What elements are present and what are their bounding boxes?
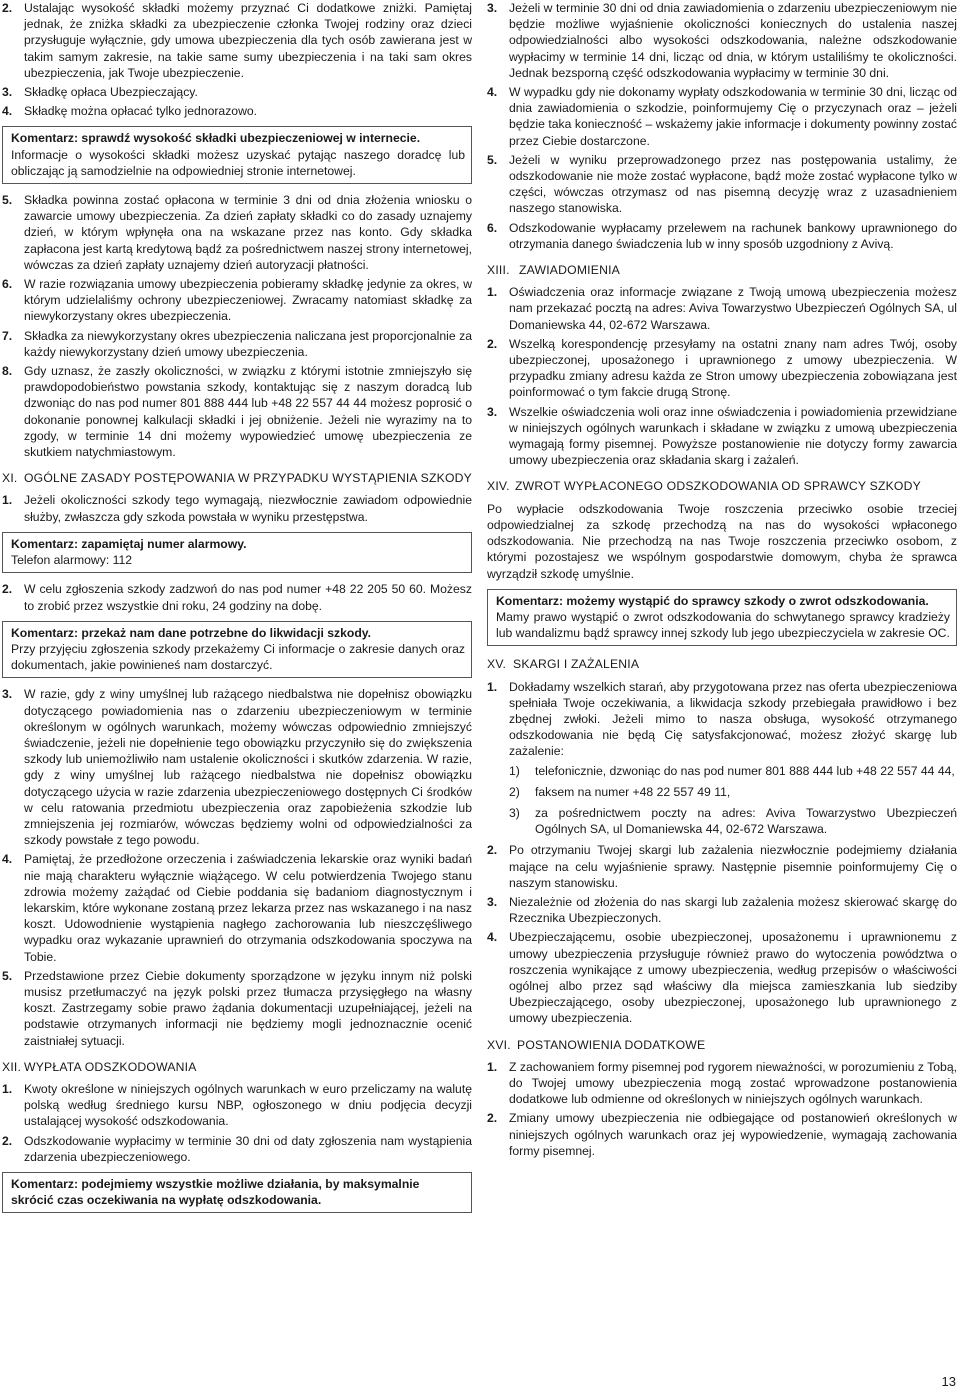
list-item: 2. Zmiany umowy ubezpieczenia nie odbiegające od postanowień określonych w niniejszych ogólnych warunkach oraz jej wypowiedzenie, wymagają zachowania formy pisemnej. xyxy=(487,1111,957,1158)
section-heading: XV. SKARGI I ZAŻALENIA xyxy=(487,657,640,672)
list-item: 1. Oświadczenia oraz informacje związane z Twoją umową ubezpieczenia możesz nam przekazać pocztą na adres: Aviva Towarzystwo Ubezpieczeń Ogólnych SA, ul Domaniewska 44, 02-672 Warszawa. xyxy=(487,285,957,332)
list-item: 4. Ubezpieczającemu, osobie ubezpieczonej, uposażonemu i uprawnionemu z umowy ubezpieczenia przysługuje również prawo do wytoczenia powództwa o roszczenia wynikające z umowy ubezpieczenia, według przepisów o właściwości ogólnej albo przez sąd właściwy dla miejsca zamieszkania lub siedziby Ubezpieczającego, osoby ubezpieczonej, uposażonego lub uprawnionego z umowy ubezpieczenia. xyxy=(487,930,957,1026)
paragraph: Po wypłacie odszkodowania Twoje roszczenia przeciwko osobie trzeciej odpowiedzialnej za szkodę przechodzą na nas do wysokości wpłaconego odszkodowania. Nie przechodzą na nas Twoje roszczenia przeciwko osobom, z którymi pozostajesz we wspólnym gospodarstwie domowym, chyba że sprawca wyrządził szkodę umyślnie. xyxy=(487,501,957,581)
comment-box xyxy=(2,1172,472,1213)
comment-box xyxy=(487,589,957,647)
sub-item: 2) faksem na numer +48 22 557 49 11, xyxy=(509,784,731,799)
section-heading: XII. WYPŁATA ODSZKODOWANIA xyxy=(2,1059,197,1074)
list-item: 4. W wypadku gdy nie dokonamy wypłaty odszkodowania w terminie 30 dni, licząc od dnia zawiadomienia o szkodzie, poinformujemy Cię o przyczynach oraz – jeżeli będzie taka konieczność – wskażemy jakie informacje i dokumenty powinny zostać przez Ciebie dostarczone. xyxy=(487,85,957,148)
comment-title: Komentarz: zapamiętaj numer alarmowy. xyxy=(11,536,247,551)
list-item: 2. Wszelką korespondencję przesyłamy na ostatni znany nam adres Twój, osoby ubezpieczonej, uposażonego i uprawnionego z umowy ubezpieczenia. W przypadku zmiany adresu każda ze Stron umowy ubezpieczenia zobowiązana jest poinformować o tym fakcie drugą Stronę. xyxy=(487,336,957,400)
list-item: 4. Pamiętaj, że przedłożone orzeczenia i zaświadczenia lekarskie oraz wyniki badań nie mają charakteru wyłącznie wiążącego. W celu potwierdzenia Twojego stanu zdrowia możemy zażądać od Ciebie poddania się badaniom diagnostycznym i lekarskim, które wykonane zostaną przez lekarza przez nas wskazanego i na nasz koszt. Udowodnienie wystąpienia nagłego zachorowania lub nieszczęśliwego wypadku oraz wykazanie uprawnień do otrzymania odszkodowania spoczywa na Tobie. xyxy=(2,852,472,964)
comment-title: Komentarz: sprawdź wysokość składki ubezpieczeniowej w internecie. xyxy=(11,131,421,146)
list-item: 3. Wszelkie oświadczenia woli oraz inne oświadczenia i powiadomienia przewidziane w niniejszych ogólnych warunkach i składane w związku z umową ubezpieczenia wymagają formy pisemnej. Powyższe postanowienie nie dotyczy formy zawarcia umowy ubezpieczenia oraz składania skarg i zażaleń. xyxy=(487,404,957,468)
list-item: 7. Składka za niewykorzystany okres ubezpieczenia naliczana jest proporcjonalnie za każdy niewykorzystany dzień umowy ubezpieczenia. xyxy=(2,328,472,359)
list-item: 5. Przedstawione przez Ciebie dokumenty sporządzone w języku innym niż polski musisz przetłumaczyć na język polski przez tłumacza przysięgłego na własny koszt. Zastrzegamy sobie prawo żądania dokumentacji uzupełniającej, jeżeli na podstawie otrzymanych informacji nie będziemy mogli jednoznacznie ocenić zaistniałej sytuacji. xyxy=(2,968,472,1048)
comment-box xyxy=(2,126,472,184)
list-item: 5. Jeżeli w wyniku przeprowadzonego przez nas postępowania ustalimy, że odszkodowanie nie może zostać wypłacone, bądź może zostać wypłacone tylko w części, wówczas otrzymasz od nas pisemną decyzję wraz z uzasadnieniem naszego stanowiska. xyxy=(487,152,957,216)
intro-list xyxy=(2,0,472,119)
sub-item: 1) telefonicznie, dzwoniąc do nas pod numer 801 888 444 lub +48 22 557 44 44, xyxy=(509,763,955,778)
left-column xyxy=(2,0,472,1221)
comment-box xyxy=(2,621,472,679)
list-item: 1. Z zachowaniem formy pisemnej pod rygorem nieważności, w porozumieniu z Tobą, do Twojej umowy ubezpieczenia mogą zostać wprowadzone postanowienia dodatkowe lub odmienne od określonych w niniejszych ogólnych warunkach. xyxy=(487,1059,957,1107)
premium-list xyxy=(2,192,472,460)
list-item: 3. Składkę opłaca Ubezpieczający. xyxy=(2,85,198,100)
list-item: 2. Ustalając wysokość składki możemy przyznać Ci dodatkowe zniżki. Pamiętaj jednak, że zniżka składki za ubezpieczenie członka Twojej rodziny oraz dzieci przysługuje wyłącznie, gdy umowa ubezpieczenia dla tych osób zawierana jest w takim samym zakresie, na takie same sumy ubezpieczenia i na taki sam okres ubezpieczenia, jak Twoje ubezpieczenie. xyxy=(2,1,472,80)
section-heading: XIII. ZAWIADOMIENIA xyxy=(487,263,621,278)
section-heading: XVI. POSTANOWIENIA DODATKOWE xyxy=(487,1037,706,1052)
list-item: 1. Dokładamy wszelkich starań, aby przygotowana przez nas oferta ubezpieczeniowa spełniała Twoje oczekiwania, a likwidacja szkody przebiegała prawidłowo i bez zbędnej zwłoki. Jeżeli mimo to nasza obsługa, wysokość otrzymanego odszkodowania nie będą Cię satysfakcjonować, możesz złożyć skargę lub zażalenie: xyxy=(487,679,957,759)
comment-text: Przy przyjęciu zgłoszenia szkody przekażemy Ci informacje o zakresie danych oraz dokumentach, jakie powinieneś nam dostarczyć. xyxy=(11,641,465,673)
section-heading: XIV. ZWROT WYPŁACONEGO ODSZKODOWANIA OD SPRAWCY SZKODY xyxy=(487,479,921,494)
list-item: 6. W razie rozwiązania umowy ubezpieczenia pobieramy składkę jedynie za okres, w którym udzielaliśmy ochrony ubezpieczeniowej. Zwracamy natomiast składkę za niewykorzystany okres ubezpieczenia. xyxy=(2,277,472,324)
list-item: 3. Niezależnie od złożenia do nas skargi lub zażalenia możesz skierować skargę do Rzecznika Ubezpieczonych. xyxy=(487,894,957,926)
list-item: 2. Odszkodowanie wypłacimy w terminie 30 dni od daty zgłoszenia nam wystąpienia zdarzenia ubezpieczeniowego. xyxy=(2,1133,472,1164)
list-item: 8. Gdy uznasz, że zaszły okoliczności, w związku z którymi istotnie zmniejszyło się prawdopodobieństwo powstania szkody, kontaktując się z naszym doradcą lub dzwoniąc do nas pod numer 801 888 444 lub +48 22 557 44 44 możesz poprosić o dokonanie ponownej kalkulacji składki i jej obniżenie. Jeżeli nie wyrazimy na to zgody, w terminie 14 dni możemy wypowiedzieć umowę ubezpieczenia ze skutkiem natychmiastowym. xyxy=(2,364,472,460)
list-item: 1. Kwoty określone w niniejszych ogólnych warunkach w euro przeliczamy na walutę polską według średniego kursu NBP, ogłoszonego w dniu podjęcia decyzji ustalającej wysokość odszkodowania. xyxy=(2,1081,472,1129)
right-column xyxy=(487,0,957,1162)
comment-text: Telefon alarmowy: 112 xyxy=(11,553,133,568)
list-item: 2. W celu zgłoszenia szkody zadzwoń do nas pod numer +48 22 205 50 60. Możesz to zrobić przez wszystkie dni roku, 24 godziny na dobę. xyxy=(2,582,472,613)
list-item: 6. Odszkodowanie wypłacamy przelewem na rachunek bankowy uprawnionego do otrzymania danego świadczenia lub w inny sposób uzgodniony z Avivą. xyxy=(487,220,957,251)
list-item: 5. Składka powinna zostać opłacona w terminie 3 dni od dnia złożenia wniosku o zawarcie umowy ubezpieczenia. Za dzień zapłaty składki co do zasady uznajemy dzień, w którym wpłynęła ona na wskazane przez nas konto. Gdy składka zapłacona jest kartą kredytową bądź za pośrednictwem naszej strony internetowej, wówczas za dzień zapłaty uznajemy dzień autoryzacji płatności. xyxy=(2,193,472,272)
list-item: 3. Jeżeli w terminie 30 dni od dnia zawiadomienia o zdarzeniu ubezpieczeniowym nie będzie możliwe wyjaśnienie okoliczności koniecznych do ustalenia naszej odpowiedzialności albo wysokości odszkodowania, należne odszkodowanie wypłacimy w terminie 14 dni, licząc od dnia, w którym ustaliliśmy te okoliczności. Jednak bezsporną część odszkodowania wypłacimy w terminie 30 dni. xyxy=(487,1,957,80)
list-item: 1. Jeżeli okoliczności szkody tego wymagają, niezwłocznie zawiadom odpowiednie służby, zwłaszcza gdy szkoda powstała w wyniku przestępstwa. xyxy=(2,493,472,524)
list-item: 2. Po otrzymaniu Twojej skargi lub zażalenia niezwłocznie podejmiemy działania mające na celu wyjaśnienie sprawy. Następnie pisemnie poinformujemy Cię o naszym stanowisku. xyxy=(487,843,957,890)
section-heading: XI. OGÓLNE ZASADY POSTĘPOWANIA W PRZYPADKU WYSTĄPIENIA SZKODY xyxy=(2,471,472,486)
comment-box xyxy=(2,532,472,573)
comment-text: Mamy prawo wystąpić o zwrot odszkodowania do schwytanego sprawcy kradzieży lub wandalizmu bądź sprawcy innej szkody lub jego ubezpieczyciela w zakresie OC. xyxy=(496,609,950,641)
sub-item: 3) za pośrednictwem poczty na adres: Aviva Towarzystwo Ubezpieczeń Ogólnych SA, ul Domaniewska 44, 02-672 Warszawa. xyxy=(509,805,957,837)
comment-title: Komentarz: możemy wystąpić do sprawcy szkody o zwrot odszkodowania. xyxy=(496,593,929,608)
comment-text: Informacje o wysokości składki możesz uzyskać pytając naszego doradcę lub obliczając ją samodzielnie na odpowiedniej stronie internetowej. xyxy=(11,147,465,178)
comment-title: Komentarz: przekaż nam dane potrzebne do likwidacji szkody. xyxy=(11,625,372,640)
list-item: 3. W razie, gdy z winy umyślnej lub rażącego niedbalstwa nie dopełnisz obowiązku dotyczącego powiadomienia nas o zdarzeniu ubezpieczeniowym w terminie określonym w ogólnych warunkach, możemy wówczas odpowiednio zmniejszyć świadczenie, jeżeli nie dopełnienie tego obowiązku przyczyniło się do zwiększenia szkody lub uniemożliwiło nam ustalenie okoliczności i skutków zdarzenia. W razie, gdy z winy umyślnej lub rażącego niedbalstwa nie dopełnisz obowiązku dotyczącego użycia w razie zdarzenia ubezpieczeniowego dostępnych Ci środków w celu ratowania przedmiotu ubezpieczenia oraz zapobieżenia szkodzie lub zmniejszenia jej rozmiarów, wówczas będziemy wolni od odpowiedzialności za szkody powstałe z tego powodu. xyxy=(2,687,472,848)
claims-list xyxy=(2,686,472,1048)
page-number: 13 xyxy=(941,1373,956,1389)
comment-title: Komentarz: podejmiemy wszystkie możliwe działania, by maksymalnie skrócić czas oczekiwania na wypłatę odszkodowania. xyxy=(11,1177,420,1208)
list-item: 4. Składkę można opłacać tylko jednorazowo. xyxy=(2,104,258,119)
